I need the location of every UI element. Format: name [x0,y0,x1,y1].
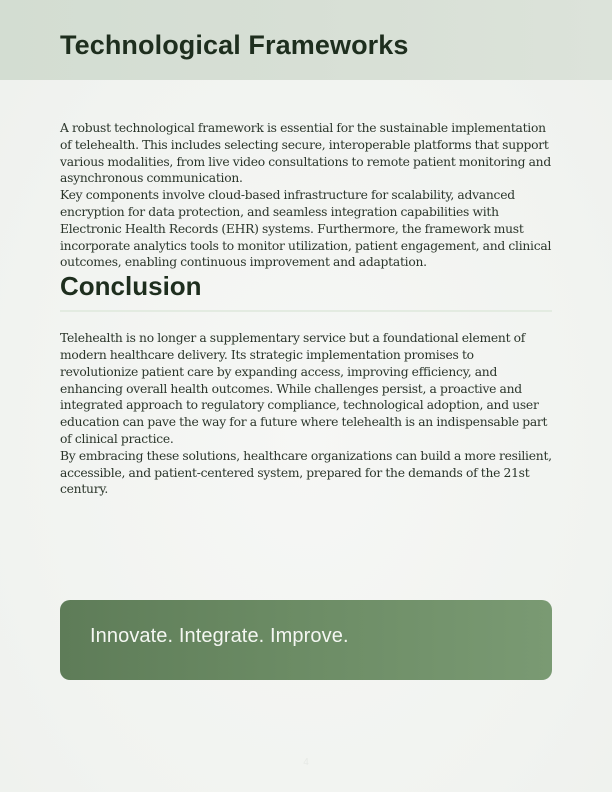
conclusion-paragraph-1: Telehealth is no longer a supplementary service but a foundational element of modern healthcare delivery. Its strategic implementation promises to revolutionize patient care by expanding access, improving efficiency, and enhancing overall health outcomes. While challenges persist, a proactive and integrated approach to regulatory compliance, technological adoption, and user education can pave the way for a future where telehealth is an indispensable part of clinical practice. [60,331,548,446]
header-band [0,0,612,80]
conclusion-heading: Conclusion [60,271,202,302]
conclusion-paragraph-2: By embracing these solutions, healthcare organizations can build a more resilient, accessible, and patient-centered system, prepared for the demands of the 21st century. [60,448,552,497]
tagline-text: Innovate. Integrate. Improve. [90,625,349,647]
frameworks-paragraph-2: Key components involve cloud-based infrastructure for scalability, advanced encryption for data protection, and seamless integration capabilities with Electronic Health Records (EHR) systems. Furthermore, the framework must incorporate analytics tools to monitor utilization, patient engagement, and clinical outcomes, enabling continuous improvement and adaptation. [60,188,552,270]
page-title: Technological Frameworks [60,30,409,60]
frameworks-paragraph-1: A robust technological framework is essential for the sustainable implementation of telehealth. This includes selecting secure, interoperable platforms that support various modalities, from live video consultations to remote patient monitoring and asynchronous communication. [60,121,551,186]
page-number: 4 [303,757,309,768]
tagline-banner [60,600,552,680]
main-content [60,120,552,498]
section-divider [60,310,552,312]
